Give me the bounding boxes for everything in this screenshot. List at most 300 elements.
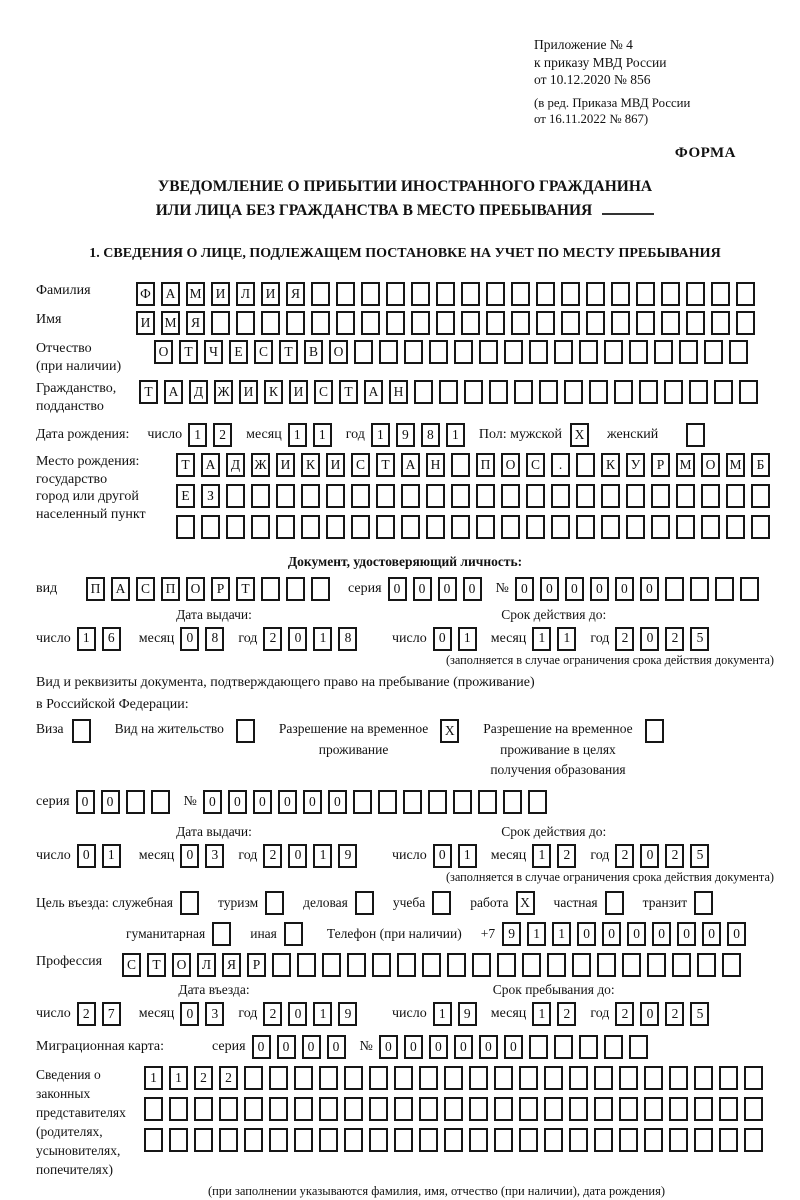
char-cell: [269, 1097, 288, 1121]
char-cell: 0: [640, 844, 659, 868]
entry-year-cells: [263, 1002, 363, 1026]
option-residence-permit: Вид на жительство: [115, 719, 261, 743]
char-cell: Р: [211, 577, 230, 601]
char-cell[interactable]: [355, 891, 374, 915]
char-cell: [479, 340, 498, 364]
char-cell: 0: [413, 577, 432, 601]
revision-block: [534, 95, 774, 128]
purpose-commercial-label: деловая: [303, 894, 348, 910]
char-cell: 0: [727, 922, 746, 946]
birthdate-day-group: [147, 423, 238, 447]
char-cell: [369, 1066, 388, 1090]
surname-row: [36, 282, 774, 306]
char-cell: [494, 1128, 513, 1152]
char-cell: Б: [751, 453, 770, 477]
seriya-label: серия: [36, 794, 70, 810]
char-cell: [579, 340, 598, 364]
number-sign: №: [495, 581, 509, 597]
char-cell[interactable]: [180, 891, 199, 915]
year-label: год: [345, 427, 365, 443]
stay-until-heading: Срок пребывания до:: [492, 982, 615, 998]
char-cell: [597, 953, 616, 977]
char-cell: [639, 380, 658, 404]
char-cell: [744, 1066, 763, 1090]
char-cell: [654, 340, 673, 364]
migration-card-row: [36, 1035, 774, 1059]
char-cell: [311, 577, 330, 601]
char-cell: [219, 1097, 238, 1121]
birthdate-month-cells: [288, 423, 338, 447]
char-cell[interactable]: [72, 719, 91, 743]
identity-vid-label: вид: [36, 581, 58, 597]
birthplace-cells-row1: [176, 453, 776, 477]
char-cell: [403, 790, 422, 814]
char-cell: [169, 1097, 188, 1121]
char-cell: [579, 1035, 598, 1059]
char-cell: 2: [194, 1066, 213, 1090]
identity-valid-row: [392, 627, 715, 651]
char-cell: О: [329, 340, 348, 364]
char-cell: [394, 1097, 413, 1121]
char-cell: [444, 1097, 463, 1121]
migration-number-cells: [379, 1035, 654, 1059]
char-cell: [401, 515, 420, 539]
purpose-lead-label: Цель въезда: служебная: [36, 894, 173, 910]
char-cell: [411, 311, 430, 335]
char-cell: [269, 1128, 288, 1152]
forma-label: ФОРМА: [674, 144, 736, 161]
appendix-header: [534, 36, 774, 128]
char-cell: [586, 282, 605, 306]
char-cell: 0: [180, 844, 199, 868]
char-cell: [661, 311, 680, 335]
char-cell: 0: [504, 1035, 523, 1059]
purpose-business-checkbox[interactable]: [180, 891, 205, 915]
char-cell: [626, 484, 645, 508]
surname-label: Фамилия: [36, 283, 91, 299]
purpose-study-checkbox[interactable]: [432, 891, 457, 915]
day-label: число: [392, 1006, 427, 1022]
month-label: месяц: [246, 427, 282, 443]
char-cell: [376, 515, 395, 539]
residence-issue-year-cells: [263, 844, 363, 868]
char-cell: [554, 340, 573, 364]
char-cell: 0: [515, 577, 534, 601]
option-visa: Виза: [36, 719, 97, 743]
char-cell: [539, 380, 558, 404]
char-cell: [344, 1128, 363, 1152]
char-cell: 0: [388, 577, 407, 601]
representatives-cells-row3: [144, 1128, 769, 1152]
char-cell: [719, 1066, 738, 1090]
purpose-other-checkbox[interactable]: [284, 922, 309, 946]
citizenship-cells: [139, 380, 764, 404]
char-cell: [176, 515, 195, 539]
char-cell: [644, 1066, 663, 1090]
char-cell: [151, 790, 170, 814]
char-cell: [494, 1066, 513, 1090]
char-cell: М: [676, 453, 695, 477]
char-cell: [194, 1128, 213, 1152]
purpose-private-checkbox[interactable]: [605, 891, 630, 915]
char-cell: [611, 282, 630, 306]
char-cell: [286, 311, 305, 335]
representatives-cells-row1: [144, 1066, 769, 1090]
char-cell: [461, 282, 480, 306]
patronymic-cells: [154, 340, 754, 364]
profession-row: [36, 953, 774, 977]
char-cell: [476, 515, 495, 539]
char-cell: И: [289, 380, 308, 404]
residence-valid-row: [392, 844, 715, 868]
char-cell: [494, 1097, 513, 1121]
char-cell: [369, 1097, 388, 1121]
char-cell: 1: [458, 627, 477, 651]
char-cell: [426, 515, 445, 539]
char-cell: [619, 1097, 638, 1121]
char-cell: [444, 1128, 463, 1152]
year-label: год: [238, 631, 258, 647]
char-cell: С: [526, 453, 545, 477]
char-cell: [519, 1128, 538, 1152]
char-cell: [394, 1066, 413, 1090]
char-cell: А: [111, 577, 130, 601]
char-cell: [261, 577, 280, 601]
char-cell: 0: [328, 790, 347, 814]
char-cell: [486, 311, 505, 335]
identity-number-group: [496, 577, 765, 601]
char-cell: Я: [222, 953, 241, 977]
char-cell: [451, 515, 470, 539]
char-cell: 0: [76, 790, 95, 814]
char-cell: [572, 953, 591, 977]
residence-valid-heading: Срок действия до:: [501, 824, 607, 840]
char-cell: [226, 484, 245, 508]
entry-day-cells: [77, 1002, 127, 1026]
char-cell: А: [364, 380, 383, 404]
char-cell: [436, 311, 455, 335]
entry-month-cells: [180, 1002, 230, 1026]
char-cell: [604, 1035, 623, 1059]
patronymic-label: Отчество (при наличии): [36, 341, 122, 374]
identity-issue-day-cells: [77, 627, 127, 651]
form-title-line-1: УВЕДОМЛЕНИЕ О ПРИБЫТИИ ИНОСТРАННОГО ГРАЖДАНИНА: [157, 177, 653, 195]
representatives-row: [36, 1066, 774, 1179]
char-cell: [701, 515, 720, 539]
char-cell: [526, 515, 545, 539]
day-label: число: [392, 848, 427, 864]
char-cell: [286, 577, 305, 601]
purpose-humanitarian-label: гуманитарная: [126, 925, 206, 941]
char-cell: [311, 311, 330, 335]
identity-doc-row: [36, 577, 774, 601]
char-cell: [672, 953, 691, 977]
residence-permit-checkbox[interactable]: [236, 719, 261, 743]
char-cell: Л: [197, 953, 216, 977]
char-cell: 5: [690, 844, 709, 868]
char-cell: [519, 1097, 538, 1121]
char-cell: [476, 484, 495, 508]
char-cell[interactable]: [212, 922, 231, 946]
char-cell: 2: [615, 1002, 634, 1026]
identity-valid-year-cells: [615, 627, 715, 651]
char-cell: 2: [263, 1002, 282, 1026]
char-cell: [426, 484, 445, 508]
char-cell: Е: [229, 340, 248, 364]
char-cell: [686, 311, 705, 335]
char-cell: [378, 790, 397, 814]
char-cell: 1: [288, 423, 307, 447]
char-cell: [740, 577, 759, 601]
identity-issue-month-cells: [180, 627, 230, 651]
purpose-tourism-checkbox[interactable]: [265, 891, 290, 915]
purpose-commercial-checkbox[interactable]: [355, 891, 380, 915]
stay-until-row: [392, 1002, 715, 1026]
char-cell: [664, 380, 683, 404]
birthplace-cells-row2: [176, 484, 776, 508]
char-cell: И: [211, 282, 230, 306]
char-cell: 1: [532, 627, 551, 651]
char-cell: 1: [144, 1066, 163, 1090]
purpose-work-label: работа: [470, 894, 509, 910]
char-cell: [354, 340, 373, 364]
residence-issue-row: [36, 844, 392, 868]
char-cell: [244, 1128, 263, 1152]
char-cell: [719, 1097, 738, 1121]
char-cell: [561, 311, 580, 335]
sex-male-checkbox[interactable]: [570, 423, 595, 447]
char-cell[interactable]: [645, 719, 664, 743]
char-cell: [501, 484, 520, 508]
char-cell: [297, 953, 316, 977]
char-cell: [679, 340, 698, 364]
char-cell: [419, 1128, 438, 1152]
char-cell: [344, 1097, 363, 1121]
char-cell: 8: [421, 423, 440, 447]
char-cell: [522, 953, 541, 977]
char-cell: 1: [532, 1002, 551, 1026]
identity-issue-year-cells: [263, 627, 363, 651]
title-blank-line: [602, 199, 654, 215]
temp-residence-education-checkbox[interactable]: [645, 719, 670, 743]
char-cell: 0: [540, 577, 559, 601]
char-cell: 2: [557, 1002, 576, 1026]
char-cell: [694, 1066, 713, 1090]
char-cell: [261, 311, 280, 335]
char-cell: [461, 311, 480, 335]
month-label: месяц: [490, 848, 527, 864]
char-cell: [576, 453, 595, 477]
identity-validity-note: (заполняется в случае ограничения срока действия документа): [445, 652, 774, 667]
char-cell: А: [201, 453, 220, 477]
birthplace-cells-block: [176, 453, 776, 546]
char-cell: [453, 790, 472, 814]
char-cell: [569, 1097, 588, 1121]
char-cell: [353, 790, 372, 814]
char-cell: [511, 311, 530, 335]
char-cell: [594, 1128, 613, 1152]
char-cell: [665, 577, 684, 601]
char-cell: [726, 484, 745, 508]
char-cell: 2: [263, 627, 282, 651]
char-cell[interactable]: X: [570, 423, 589, 447]
char-cell: [472, 953, 491, 977]
residence-number-group: [184, 790, 553, 814]
char-cell: [411, 282, 430, 306]
char-cell: [529, 1035, 548, 1059]
char-cell: 7: [102, 1002, 121, 1026]
char-cell: [404, 340, 423, 364]
char-cell: Н: [426, 453, 445, 477]
char-cell: 1: [458, 844, 477, 868]
char-cell: 0: [77, 844, 96, 868]
purpose-study-label: учеба: [392, 894, 426, 910]
representatives-cells-block: [144, 1066, 769, 1159]
char-cell: [651, 515, 670, 539]
representatives-note: (при заполнении указываются фамилия, имя, отчество (при наличии), дата рождения): [208, 1184, 666, 1199]
residence-valid-month-cells: [532, 844, 582, 868]
migration-number-group: [360, 1035, 654, 1059]
char-cell: [544, 1097, 563, 1121]
char-cell: С: [136, 577, 155, 601]
year-label: год: [590, 631, 610, 647]
char-cell: [511, 282, 530, 306]
char-cell: [729, 340, 748, 364]
char-cell: А: [161, 282, 180, 306]
char-cell: С: [254, 340, 273, 364]
char-cell: [194, 1097, 213, 1121]
char-cell: К: [601, 453, 620, 477]
char-cell: 0: [277, 1035, 296, 1059]
char-cell[interactable]: X: [440, 719, 459, 743]
char-cell: [447, 953, 466, 977]
sex-female-checkbox[interactable]: [686, 423, 711, 447]
char-cell: 9: [502, 922, 521, 946]
char-cell: Д: [189, 380, 208, 404]
char-cell[interactable]: [605, 891, 624, 915]
char-cell: 0: [640, 627, 659, 651]
char-cell: 0: [479, 1035, 498, 1059]
month-label: месяц: [138, 848, 175, 864]
year-label: год: [590, 848, 610, 864]
char-cell: [594, 1066, 613, 1090]
char-cell: 2: [665, 1002, 684, 1026]
char-cell[interactable]: [265, 891, 284, 915]
char-cell: З: [201, 484, 220, 508]
char-cell: [736, 282, 755, 306]
citizenship-label: Гражданство, подданство: [36, 381, 117, 414]
residence-issue-month-cells: [180, 844, 230, 868]
char-cell: 1: [169, 1066, 188, 1090]
char-cell: [486, 282, 505, 306]
char-cell: 0: [433, 627, 452, 651]
purpose-row-2: [126, 922, 774, 946]
char-cell[interactable]: X: [516, 891, 535, 915]
char-cell: [372, 953, 391, 977]
char-cell[interactable]: [686, 423, 705, 447]
char-cell: О: [701, 453, 720, 477]
char-cell: [419, 1097, 438, 1121]
residence-number-cells: [203, 790, 553, 814]
char-cell[interactable]: [432, 891, 451, 915]
char-cell: 0: [433, 844, 452, 868]
identity-valid-month-cells: [532, 627, 582, 651]
char-cell: 2: [213, 423, 232, 447]
residence-seriya-row: [36, 790, 774, 814]
identity-issue-row: [36, 627, 392, 651]
char-cell: [144, 1128, 163, 1152]
char-cell[interactable]: [694, 891, 713, 915]
temp-residence-checkbox[interactable]: [440, 719, 465, 743]
char-cell: 0: [438, 577, 457, 601]
char-cell: [326, 515, 345, 539]
representatives-cells-row2: [144, 1097, 769, 1121]
migration-card-label: Миграционная карта:: [36, 1039, 165, 1055]
char-cell: [326, 484, 345, 508]
char-cell[interactable]: [236, 719, 255, 743]
day-label: число: [147, 427, 183, 443]
residence-issue-heading: Дата выдачи:: [176, 824, 252, 840]
char-cell: [715, 577, 734, 601]
char-cell: [622, 953, 641, 977]
char-cell: [529, 340, 548, 364]
char-cell: [369, 1128, 388, 1152]
char-cell: [226, 515, 245, 539]
char-cell: Т: [279, 340, 298, 364]
residence-validity-note: (заполняется в случае ограничения срока действия документа): [445, 869, 774, 884]
char-cell: 9: [338, 1002, 357, 1026]
char-cell[interactable]: [284, 922, 303, 946]
char-cell: 0: [615, 577, 634, 601]
char-cell: [604, 340, 623, 364]
sex-male-label: Пол: мужской: [478, 427, 563, 443]
char-cell: [586, 311, 605, 335]
char-cell: [144, 1097, 163, 1121]
residence-valid-year-cells: [615, 844, 715, 868]
char-cell: [503, 790, 522, 814]
birthplace-cells-row3: [176, 515, 776, 539]
purpose-work-checkbox[interactable]: [516, 891, 541, 915]
purpose-transit-checkbox[interactable]: [694, 891, 719, 915]
char-cell: [336, 311, 355, 335]
char-cell: [551, 515, 570, 539]
seriya-label: серия: [348, 581, 382, 597]
visa-checkbox[interactable]: [72, 719, 97, 743]
year-label: год: [238, 848, 258, 864]
char-cell: [169, 1128, 188, 1152]
char-cell: [576, 484, 595, 508]
char-cell: [319, 1066, 338, 1090]
char-cell: 0: [228, 790, 247, 814]
char-cell: 0: [565, 577, 584, 601]
char-cell: [276, 515, 295, 539]
char-cell: М: [726, 453, 745, 477]
char-cell: [601, 484, 620, 508]
birthplace-label: Место рождения: государство город или другой населенный пункт: [36, 454, 146, 522]
birthplace-row: [36, 453, 774, 546]
char-cell: [751, 515, 770, 539]
char-cell: [211, 311, 230, 335]
purpose-humanitarian-checkbox[interactable]: [212, 922, 237, 946]
char-cell: 0: [288, 627, 307, 651]
char-cell: И: [261, 282, 280, 306]
char-cell: [319, 1128, 338, 1152]
char-cell: 0: [640, 577, 659, 601]
char-cell: [489, 380, 508, 404]
phone-cells: [502, 922, 752, 946]
char-cell: [272, 953, 291, 977]
patronymic-label-note: (при наличии): [36, 358, 122, 374]
